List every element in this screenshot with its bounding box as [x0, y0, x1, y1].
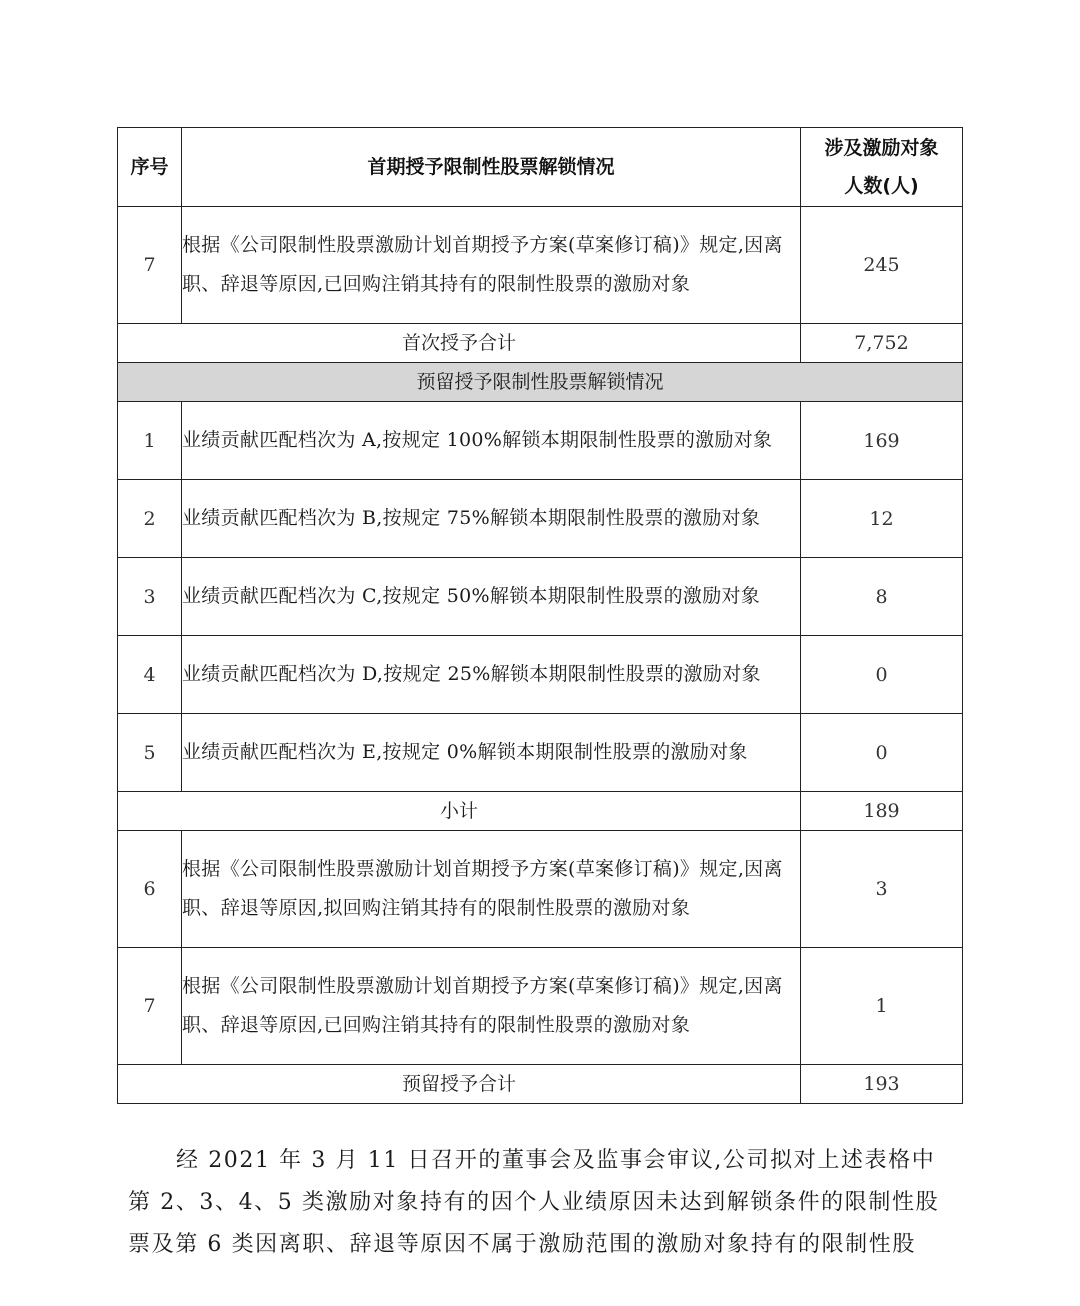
table-row: [118, 714, 963, 792]
row-no: 4: [118, 636, 182, 714]
row-desc: 业绩贡献匹配档次为 E,按规定 0%解锁本期限制性股票的激励对象: [182, 714, 801, 792]
row-no: 1: [118, 402, 182, 480]
row-desc: 根据《公司限制性股票激励计划首期授予方案(草案修订稿)》规定,因离职、辞退等原因,已回购注销其持有的限制性股票的激励对象: [182, 948, 801, 1065]
table-row: [118, 480, 963, 558]
header-count-line2: 人数(人): [844, 175, 919, 197]
reserved-section-title: 预留授予限制性股票解锁情况: [118, 363, 963, 402]
row-no: 3: [118, 558, 182, 636]
first-total-row: [118, 324, 963, 363]
row-no: 7: [118, 207, 182, 324]
first-total-label: 首次授予合计: [118, 324, 801, 363]
header-count-line1: 涉及激励对象: [824, 137, 939, 159]
first-total-value: 7,752: [801, 324, 963, 363]
row-count: 245: [801, 207, 963, 324]
row-no: 6: [118, 831, 182, 948]
subtotal-row: [118, 792, 963, 831]
header-count: [801, 128, 963, 207]
subtotal-label: 小计: [118, 792, 801, 831]
table-row: [118, 207, 963, 324]
body-paragraph-line-1: 经 2021 年 3 月 11 日召开的董事会及监事会审议,公司拟对上述表格中: [176, 1148, 936, 1173]
header-no: 序号: [118, 128, 182, 207]
row-no: 2: [118, 480, 182, 558]
header-desc: 首期授予限制性股票解锁情况: [182, 128, 801, 207]
row-no: 5: [118, 714, 182, 792]
subtotal-value: 189: [801, 792, 963, 831]
table-row: [118, 636, 963, 714]
table-row: [118, 831, 963, 948]
unlock-table: [117, 127, 963, 1104]
row-desc: 根据《公司限制性股票激励计划首期授予方案(草案修订稿)》规定,因离职、辞退等原因,已回购注销其持有的限制性股票的激励对象: [182, 207, 801, 324]
row-count: 1: [801, 948, 963, 1065]
row-no: 7: [118, 948, 182, 1065]
row-count: 0: [801, 714, 963, 792]
table-header-row: [118, 128, 963, 207]
reserved-total-label: 预留授予合计: [118, 1065, 801, 1104]
reserved-total-value: 193: [801, 1065, 963, 1104]
body-paragraph-line-2: 第 2、3、4、5 类激励对象持有的因个人业绩原因未达到解锁条件的限制性股: [128, 1190, 940, 1215]
row-desc: 业绩贡献匹配档次为 D,按规定 25%解锁本期限制性股票的激励对象: [182, 636, 801, 714]
table-row: [118, 948, 963, 1065]
row-desc: 业绩贡献匹配档次为 C,按规定 50%解锁本期限制性股票的激励对象: [182, 558, 801, 636]
table-row: [118, 402, 963, 480]
table-row: [118, 558, 963, 636]
row-count: 12: [801, 480, 963, 558]
row-count: 8: [801, 558, 963, 636]
reserved-total-row: [118, 1065, 963, 1104]
row-count: 169: [801, 402, 963, 480]
reserved-section-row: [118, 363, 963, 402]
row-desc: 业绩贡献匹配档次为 A,按规定 100%解锁本期限制性股票的激励对象: [182, 402, 801, 480]
row-desc: 业绩贡献匹配档次为 B,按规定 75%解锁本期限制性股票的激励对象: [182, 480, 801, 558]
row-count: 3: [801, 831, 963, 948]
row-desc: 根据《公司限制性股票激励计划首期授予方案(草案修订稿)》规定,因离职、辞退等原因,拟回购注销其持有的限制性股票的激励对象: [182, 831, 801, 948]
row-count: 0: [801, 636, 963, 714]
body-paragraph-line-3: 票及第 6 类因离职、辞退等原因不属于激励范围的激励对象持有的限制性股: [128, 1232, 916, 1257]
